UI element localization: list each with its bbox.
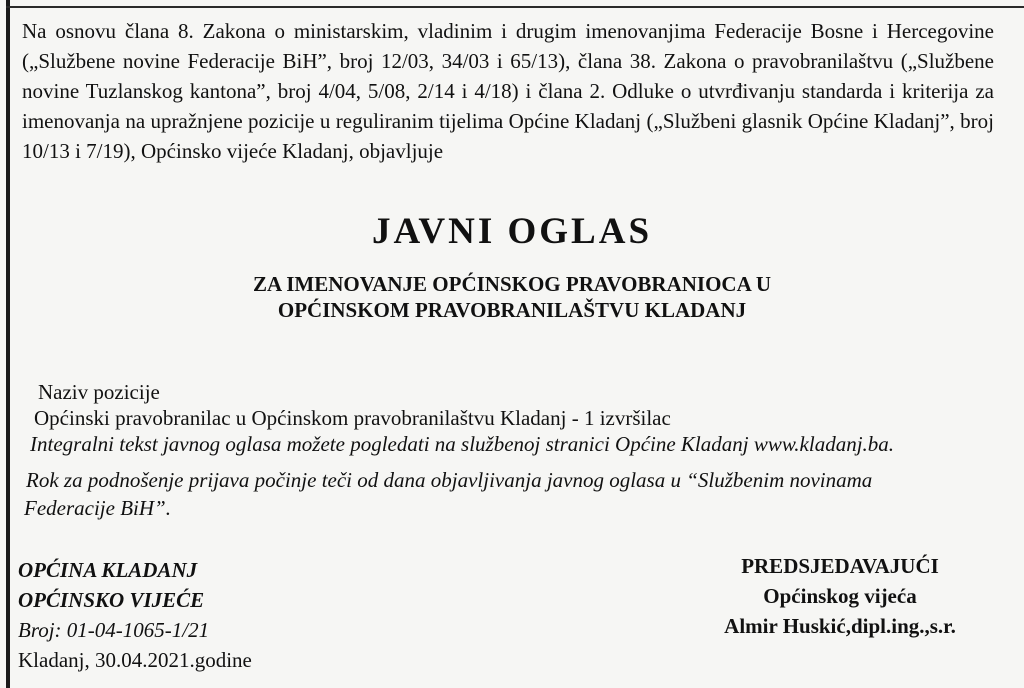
subtitle-line-1: ZA IMENOVANJE OPĆINSKOG PRAVOBRANIOCA U: [252, 272, 772, 296]
signatory-body: Općinskog vijeća: [763, 584, 917, 608]
issuer-line-2: OPĆINSKO VIJEĆE: [18, 588, 205, 612]
position-value: Općinski pravobranilac u Općinskom pravobranilaštvu Kladanj - 1 izvršilac: [34, 406, 671, 430]
page-title: JAVNI OGLAS: [371, 211, 653, 252]
integral-text-notice: Integralni tekst javnog oglasa možete pogledati na službenoj stranici Općine Kladanj www.kladanj.ba.: [30, 432, 895, 456]
deadline-line-1: Rok za podnošenje prijava počinje teči od dana objavljivanja javnog oglasa u “Službenim novinama: [26, 468, 873, 492]
place-date: Kladanj, 30.04.2021.godine: [18, 648, 252, 672]
intro-paragraph: Na osnovu člana 8. Zakona o ministarskim, vladinim i drugim imenovanjima Federacije Bosne i Hercegovine („Službene novine Federacije BiH”, broj 12/03, 34/03 i 65/13), člana 38. Zakona o pravobranilaštvu („Službene novine Tuzlanskog kantona”, broj 4/04, 5/08, 2/14 i 4/18) i člana 2. Odluke o utvrđivanju standarda i kriterija za imenovanja na upražnjene pozicije u reguliranim tijelima Općine Kladanj („Službeni glasnik Općine Kladanj”, broj 10/13 i 7/19), Općinsko vijeće Kladanj, objavljuje: [22, 19, 994, 163]
issuer-line-1: OPĆINA KLADANJ: [18, 558, 198, 582]
position-label: Naziv pozicije: [38, 380, 160, 404]
subtitle-line-2: OPĆINSKOM PRAVOBRANILAŠTVU KLADANJ: [277, 298, 747, 322]
page-border-top: [6, 6, 1024, 8]
page-border-left: [6, 0, 10, 688]
reference-number: Broj: 01-04-1065-1/21: [18, 618, 210, 642]
signatory-title: PREDSJEDAVAJUĆI: [741, 554, 939, 578]
deadline-line-2: Federacije BiH”.: [24, 496, 171, 520]
signatory-name: Almir Huskić,dipl.ing.,s.r.: [724, 614, 956, 638]
